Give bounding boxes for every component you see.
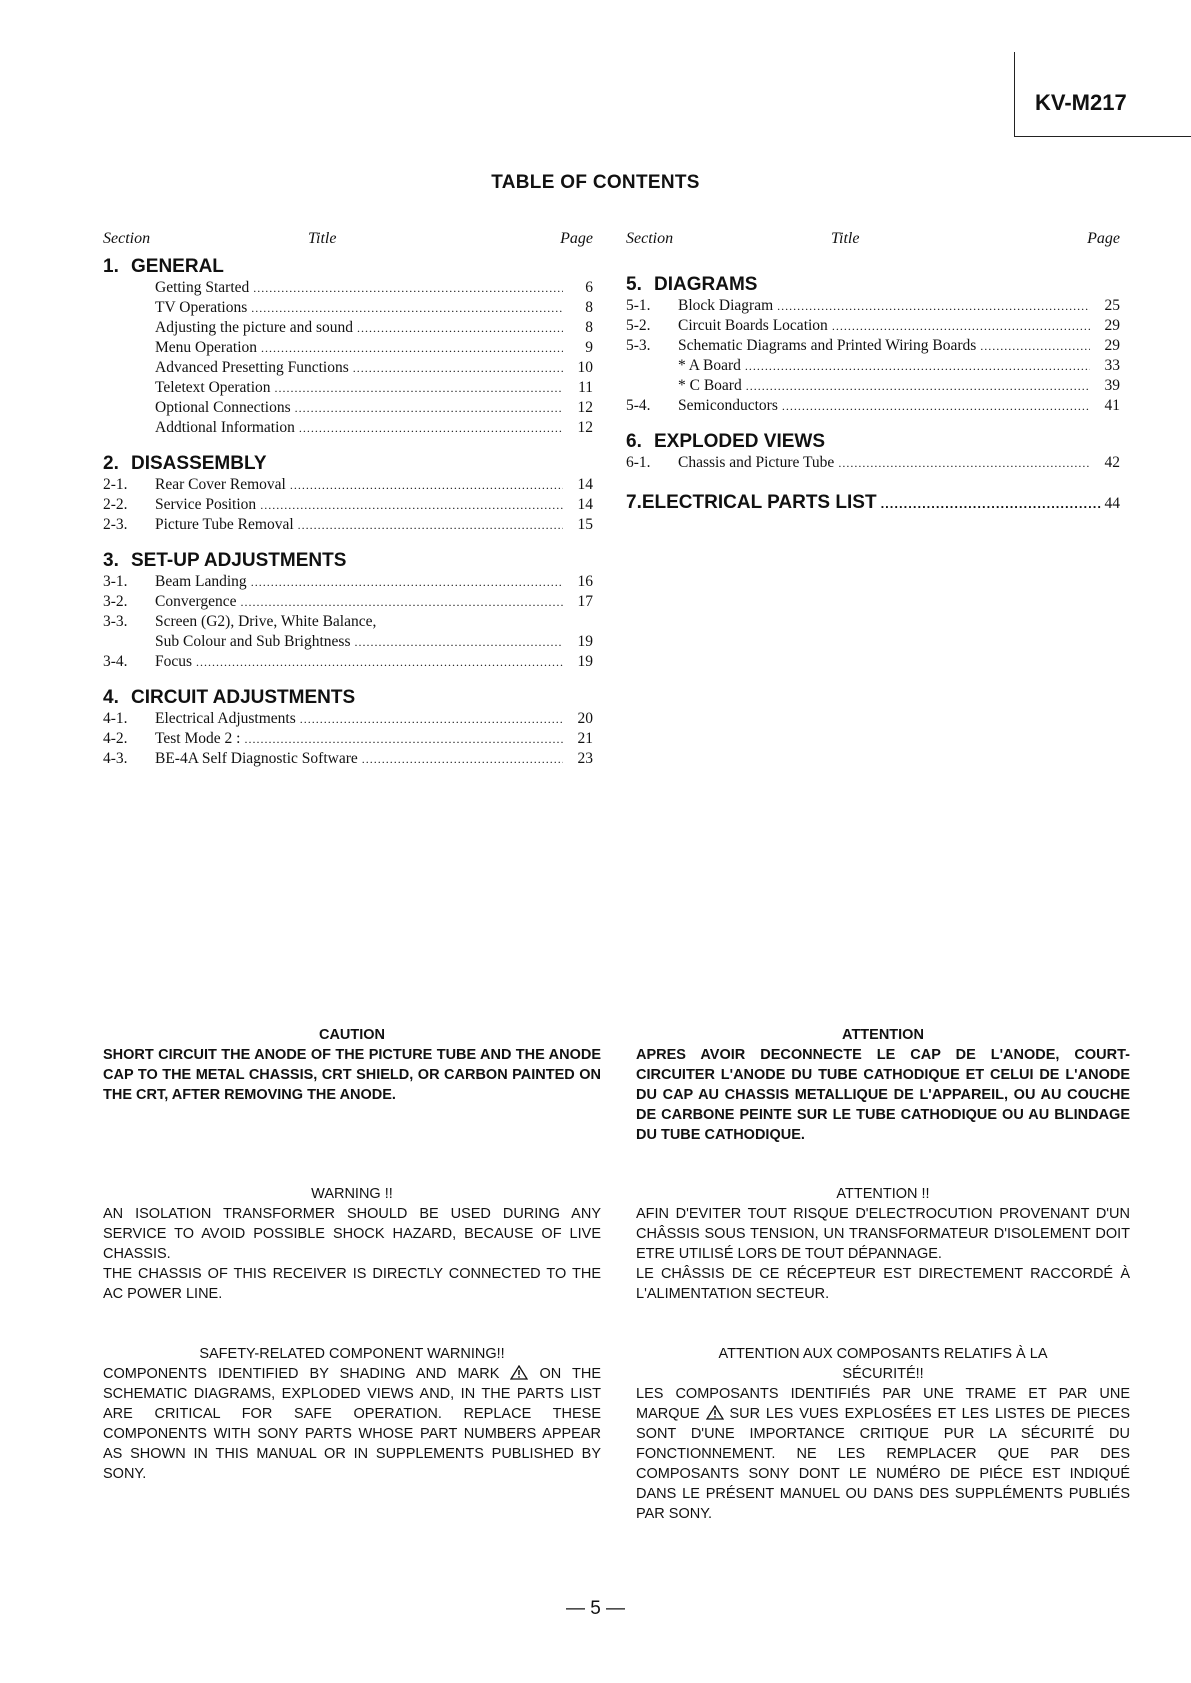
entry-title: Advanced Presetting Functions (155, 359, 349, 376)
header-page: Page (1087, 230, 1120, 247)
section-heading (626, 431, 1120, 454)
entry-page: 29 (1104, 317, 1120, 334)
caution-notice (103, 1025, 601, 1105)
entry-title: * A Board (678, 357, 741, 374)
section-number: 6. (626, 431, 642, 452)
left-sections (103, 256, 593, 770)
warning-triangle-icon (706, 1406, 724, 1422)
attention-body-1: AFIN D'EVITER TOUT RISQUE D'ELECTROCUTION PROVENANT D'UN CHÂSSIS SOUS TENSION, UN TRANSFORMATEUR D'ISOLEMENT DOIT ETRE UTILISÉ LORS DE TOUT DÉPANNAGE. (636, 1206, 1130, 1262)
entry-number: 2-2. (103, 496, 128, 513)
entry-page: 15 (577, 516, 593, 533)
section-number: 5. (626, 274, 642, 295)
section-number: 7. (626, 492, 642, 513)
leader-dots (196, 655, 563, 670)
toc-entry[interactable] (103, 593, 593, 613)
attention-title-2: SÉCURITÉ!! (842, 1366, 924, 1382)
leader-dots (275, 381, 563, 396)
toc-entry[interactable] (626, 337, 1120, 357)
entry-title: Picture Tube Removal (155, 516, 294, 533)
entry-number: 3-1. (103, 573, 128, 590)
column-header (103, 230, 593, 256)
entry-page: 14 (577, 496, 593, 513)
safety-title: SAFETY-RELATED COMPONENT WARNING!! (199, 1346, 505, 1362)
toc-section (103, 550, 593, 673)
toc-entry[interactable] (103, 653, 593, 673)
entry-page: 42 (1104, 454, 1120, 471)
toc-entry[interactable] (103, 476, 593, 496)
entry-number: 5-3. (626, 337, 651, 354)
warning-title: WARNING !! (311, 1186, 393, 1202)
toc-entry[interactable] (103, 299, 593, 319)
entry-title: Electrical Adjustments (155, 710, 296, 727)
toc-right-column (626, 230, 1120, 514)
entry-title: Screen (G2), Drive, White Balance, (155, 613, 377, 630)
warning-notice (103, 1184, 601, 1304)
attention-electrocution-notice (636, 1184, 1130, 1304)
toc-entry[interactable] (103, 613, 593, 633)
leader-dots (300, 712, 563, 727)
leader-dots (251, 575, 563, 590)
safety-body (103, 1364, 601, 1484)
toc-entry[interactable] (103, 419, 593, 439)
entry-page: 29 (1104, 337, 1120, 354)
attention-body-2: LE CHÂSSIS DE CE RÉCEPTEUR EST DIRECTEMENT RACCORDÉ À L'ALIMENTATION SECTEUR. (636, 1266, 1130, 1302)
leader-dots (261, 341, 563, 356)
toc-entry[interactable] (103, 319, 593, 339)
attention-title: ATTENTION !! (836, 1186, 930, 1202)
entry-page: 8 (585, 299, 593, 316)
entry-number: 2-1. (103, 476, 128, 493)
toc-entry[interactable] (626, 377, 1120, 397)
entry-page: 11 (578, 379, 593, 396)
entry-page: 23 (577, 750, 593, 767)
leader-dots (745, 359, 1090, 374)
leader-dots (832, 319, 1090, 334)
leader-dots (881, 496, 1101, 511)
entry-title: BE-4A Self Diagnostic Software (155, 750, 358, 767)
section-heading (626, 274, 1120, 297)
entry-page: 20 (577, 710, 593, 727)
entry-page: 25 (1104, 297, 1120, 314)
entry-page: 16 (577, 573, 593, 590)
leader-dots (357, 321, 563, 336)
model-box (1014, 52, 1191, 137)
warning-body-2: THE CHASSIS OF THIS RECEIVER IS DIRECTLY CONNECTED TO THE AC POWER LINE. (103, 1266, 601, 1302)
entry-title: Service Position (155, 496, 257, 513)
section-title: SET-UP ADJUSTMENTS (131, 550, 347, 571)
section-heading (103, 687, 593, 710)
entry-title: Optional Connections (155, 399, 291, 416)
header-page: Page (560, 230, 593, 247)
entry-number: 5-2. (626, 317, 651, 334)
toc-entry[interactable] (626, 317, 1120, 337)
caution-title: CAUTION (318, 1027, 386, 1043)
section-number: 1. (103, 256, 119, 277)
entry-page: 39 (1104, 377, 1120, 394)
toc-entry[interactable] (103, 496, 593, 516)
toc-entry[interactable] (103, 516, 593, 536)
toc-section (103, 453, 593, 536)
attention-body-b: SUR LES VUES EXPLOSÉES ET LES LISTES DE PIECES SONT D'UNE IMPORTANCE CRITIQUE PUR LA SÉCURITÉ DU FONCTIONNEMENT. NE LES REMPLACER QUE PAR DES COMPOSANTS SONY DONT LE NUMÉRO DE PIÉCE EST INDIQUÉ DANS LE PRÉSENT MANUEL OU DANS DES SUPPLÉMENTS PUBLIÉS PAR SONY. (636, 1406, 1131, 1522)
right-sections (626, 274, 1120, 474)
section-title: EXPLODED VIEWS (654, 431, 826, 452)
toc-entry[interactable] (626, 297, 1120, 317)
leader-dots (298, 518, 563, 533)
toc-section-7 (626, 492, 1120, 514)
toc-entry[interactable] (626, 454, 1120, 474)
toc-section (103, 256, 593, 439)
toc-entry[interactable] (103, 339, 593, 359)
leader-dots (782, 399, 1090, 414)
caution-body: SHORT CIRCUIT THE ANODE OF THE PICTURE TUBE AND THE ANODE CAP TO THE METAL CHASSIS, CRT SHIELD, OR CARBON PAINTED ON THE CRT, AFTER REMOVING THE ANODE. (103, 1047, 601, 1103)
model-number: KV-M217 (1035, 90, 1127, 115)
leader-dots (777, 299, 1090, 314)
leader-dots (353, 361, 563, 376)
leader-dots (295, 401, 563, 416)
section-number: 3. (103, 550, 119, 571)
entry-title: TV Operations (155, 299, 248, 316)
section-number: 4. (103, 687, 119, 708)
toc-section (103, 687, 593, 770)
toc-entry[interactable] (103, 379, 593, 399)
entry-title: Schematic Diagrams and Printed Wiring Boards (678, 337, 977, 354)
entry-title: Focus (155, 653, 193, 670)
header-title: Title (308, 230, 337, 247)
entry-title: Addtional Information (155, 419, 295, 436)
entry-number: 6-1. (626, 454, 651, 471)
page-number-footer: — 5 — (565, 1598, 626, 1619)
entry-number: 3-4. (103, 653, 128, 670)
attention-body: APRES AVOIR DECONNECTE LE CAP DE L'ANODE, COURT-CIRCUITER L'ANODE DU TUBE CATHODIQUE ET CELUI DE L'ANODE DU CAP AU CHASSIS METALLIQUE DE L'APPAREIL, OU AU COUCHE DE CARBONE PEINTE SUR LE TUBE CATHODIQUE OU AU BLINDAGE DU TUBE CATHODIQUE. (636, 1047, 1130, 1143)
toc-section (626, 274, 1120, 417)
toc-entry[interactable] (103, 573, 593, 593)
leader-dots (838, 456, 1090, 471)
entry-page: 19 (577, 633, 593, 650)
entry-title: Sub Colour and Sub Brightness (155, 633, 351, 650)
leader-dots (354, 635, 563, 650)
attention-body (636, 1384, 1130, 1524)
header-title: Title (831, 230, 860, 247)
section-title: CIRCUIT ADJUSTMENTS (131, 687, 356, 708)
entry-page: 17 (577, 593, 593, 610)
section-title: ELECTRICAL PARTS LIST (641, 492, 877, 513)
entry-page: 12 (577, 399, 593, 416)
entry-title: Rear Cover Removal (155, 476, 286, 493)
entry-title: Test Mode 2 : (155, 730, 241, 747)
toc-title: TABLE OF CONTENTS (491, 172, 700, 193)
attention-body-a: LES COMPOSANTS IDENTIFIÉS PAR UNE TRAME ET PAR UNE MARQUE (636, 1386, 1130, 1422)
toc-entry[interactable] (103, 633, 593, 653)
column-header (626, 230, 1120, 256)
section-heading (103, 256, 593, 279)
entry-title: * C Board (678, 377, 742, 394)
section-title: GENERAL (131, 256, 224, 277)
entry-title: Chassis and Picture Tube (678, 454, 835, 471)
leader-dots (362, 752, 563, 767)
section-title: DIAGRAMS (654, 274, 758, 295)
warning-body-1: AN ISOLATION TRANSFORMER SHOULD BE USED DURING ANY SERVICE TO AVOID POSSIBLE SHOCK HAZARD, BECAUSE OF LIVE CHASSIS. (103, 1206, 601, 1262)
entry-number: 3-2. (103, 593, 128, 610)
leader-dots (260, 498, 563, 513)
entry-page: 21 (577, 730, 593, 747)
page-number: 44 (1104, 495, 1120, 512)
leader-dots (244, 732, 563, 747)
entry-number: 5-1. (626, 297, 651, 314)
attention-safety-notice (636, 1344, 1130, 1524)
toc-section (626, 431, 1120, 474)
entry-title: Beam Landing (155, 573, 247, 590)
attention-title-1: ATTENTION AUX COMPOSANTS RELATIFS À LA (718, 1346, 1048, 1362)
warning-triangle-icon (510, 1366, 528, 1382)
entry-page: 14 (577, 476, 593, 493)
leader-dots (746, 379, 1090, 394)
section-heading (103, 550, 593, 573)
entry-number: 5-4. (626, 397, 651, 414)
toc-entry[interactable] (103, 359, 593, 379)
entry-number: 4-3. (103, 750, 128, 767)
entry-page: 41 (1104, 397, 1120, 414)
entry-number: 3-3. (103, 613, 128, 630)
toc-entry[interactable] (626, 397, 1120, 417)
entry-number: 2-3. (103, 516, 128, 533)
entry-title: Circuit Boards Location (678, 317, 828, 334)
entry-title: Getting Started (155, 279, 250, 296)
toc-entry[interactable] (103, 279, 593, 299)
entry-page: 8 (585, 319, 593, 336)
leader-dots (241, 595, 564, 610)
section-number: 2. (103, 453, 119, 474)
safety-body-b: ON THE SCHEMATIC DIAGRAMS, EXPLODED VIEWS AND, IN THE PARTS LIST ARE CRITICAL FOR SAFE OPERATION. REPLACE THESE COMPONENTS WITH SONY PARTS WHOSE PART NUMBERS APPEAR AS SHOWN IN THIS MANUAL OR IN SUPPLEMENTS PUBLISHED BY SONY. (103, 1366, 602, 1482)
entry-page: 19 (577, 653, 593, 670)
entry-page: 33 (1104, 357, 1120, 374)
toc-entry[interactable] (103, 730, 593, 750)
leader-dots (253, 281, 563, 296)
attention-notice (636, 1025, 1130, 1145)
toc-left-column (103, 230, 593, 770)
toc-entry[interactable] (103, 710, 593, 730)
attention-title: ATTENTION (842, 1027, 924, 1043)
entry-title: Adjusting the picture and sound (155, 319, 354, 336)
toc-entry[interactable] (103, 399, 593, 419)
section-heading (103, 453, 593, 476)
entry-title: Semiconductors (678, 397, 778, 414)
leader-dots (290, 478, 563, 493)
entry-page: 10 (577, 359, 593, 376)
entry-number: 4-1. (103, 710, 128, 727)
safety-body-a: COMPONENTS IDENTIFIED BY SHADING AND MARK (103, 1366, 500, 1382)
header-section: Section (626, 230, 674, 247)
leader-dots (980, 339, 1090, 354)
entry-page: 9 (585, 339, 593, 356)
entry-page: 12 (577, 419, 593, 436)
toc-entry[interactable] (103, 750, 593, 770)
entry-title: Teletext Operation (155, 379, 271, 396)
entry-title: Menu Operation (155, 339, 258, 356)
section-title: DISASSEMBLY (131, 453, 267, 474)
header-section: Section (103, 230, 151, 247)
safety-warning-notice (103, 1344, 601, 1484)
entry-page: 6 (585, 279, 593, 296)
entry-number: 4-2. (103, 730, 128, 747)
leader-dots (251, 301, 563, 316)
toc-entry[interactable] (626, 357, 1120, 377)
entry-title: Convergence (155, 593, 237, 610)
leader-dots (299, 421, 563, 436)
entry-title: Block Diagram (678, 297, 774, 314)
